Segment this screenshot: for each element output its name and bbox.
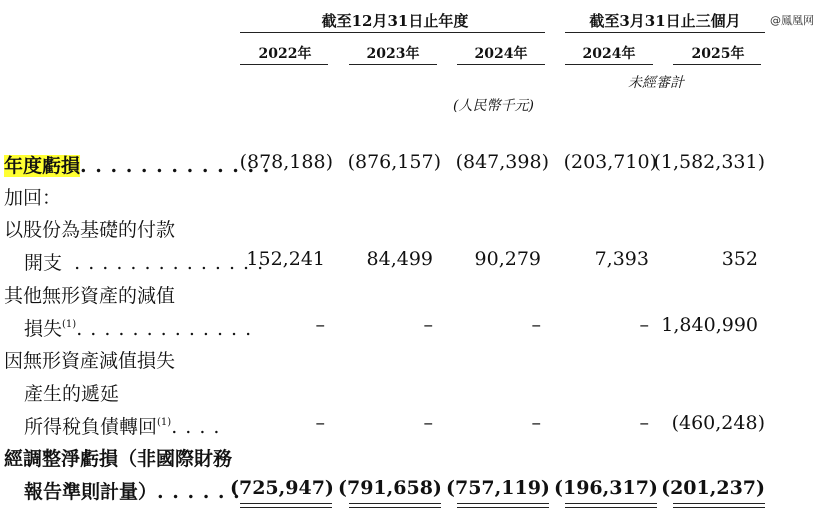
currency-note: (人民幣千元) [453, 98, 534, 114]
period-header-annual: 截至12月31日止年度 [321, 12, 469, 30]
row-sbc-title: 開支 [24, 252, 63, 274]
row-sbc-value-2023: 84,499 [366, 248, 433, 270]
year-header-2024-annual-rule [457, 64, 545, 65]
row-loss-value-2024q: (203,710) [563, 151, 657, 173]
unaudited-note: 未經審計 [628, 75, 684, 91]
row-loss-value-2024: (847,398) [455, 151, 549, 173]
row-adjusted-loss-title: 報告準則計量） [24, 481, 158, 503]
row-impairment-title: 損失 [24, 318, 63, 340]
row-adjusted-loss-label-line1: 經調整淨虧損（非國際財務 [4, 448, 233, 470]
row-impairment-value-2024q: – [639, 314, 649, 336]
watermark: @鳳凰网 [770, 14, 814, 27]
row-sbc-value-2024: 90,279 [474, 248, 541, 270]
row-deferred-tax-value-2023: – [423, 412, 433, 434]
period-header-quarter-rule [565, 32, 765, 33]
row-adjusted-loss-label-line2 [24, 477, 241, 504]
row-adjusted-loss-value-2024: (757,119) [446, 477, 550, 499]
row-deferred-tax-value-2022: – [315, 412, 325, 434]
total-underline-2024q [565, 503, 657, 508]
row-adjusted-loss-value-2023: (791,658) [338, 477, 442, 499]
row-loss-dots: . . . . . . . . . . . . . [80, 155, 271, 177]
row-deferred-tax-value-2025q: (460,248) [671, 412, 765, 434]
total-underline-2022 [240, 503, 332, 508]
period-header-annual-rule [240, 32, 545, 33]
total-underline-2025q [673, 503, 765, 508]
row-sbc-value-2024q: 7,393 [594, 248, 649, 270]
year-header-2024-quarter-rule [565, 64, 653, 65]
row-loss-value-2025q: (1,582,331) [653, 151, 765, 173]
row-sbc-label-line2 [24, 248, 264, 275]
year-header-2023: 2023年 [366, 46, 420, 62]
row-sbc-dots: . . . . . . . . . . . . . . [74, 252, 265, 274]
year-header-2025-rule [673, 64, 761, 65]
total-underline-2023 [349, 503, 441, 508]
row-deferred-tax-title: 所得稅負債轉回 [24, 416, 158, 438]
year-header-2024-annual: 2024年 [474, 46, 528, 62]
row-sbc-label-line1: 以股份為基礎的付款 [4, 219, 176, 241]
row-impairment-footnote: (1) [62, 319, 77, 330]
row-loss-value-2022: (878,188) [239, 151, 333, 173]
row-loss-title: 年度虧損 [4, 155, 81, 177]
year-header-2022-rule [240, 64, 328, 65]
row-addback-label: 加回： [4, 187, 62, 209]
row-adjusted-loss-value-2024q: (196,317) [554, 477, 658, 499]
row-deferred-tax-footnote: (1) [157, 417, 172, 428]
year-header-2023-rule [349, 64, 437, 65]
row-impairment-value-2025q: 1,840,990 [661, 314, 758, 336]
row-sbc-value-2022: 152,241 [246, 248, 325, 270]
row-deferred-tax-value-2024q: – [639, 412, 649, 434]
row-deferred-tax-label-line3 [24, 412, 220, 439]
row-sbc-value-2025q: 352 [721, 248, 758, 270]
year-header-2022: 2022年 [258, 46, 312, 62]
row-deferred-tax-value-2024: – [531, 412, 541, 434]
row-adjusted-loss-dots: . . . . . . [157, 481, 241, 503]
row-impairment-label-line2 [24, 314, 252, 341]
total-underline-2024 [457, 503, 549, 508]
row-deferred-tax-dots: . . . . [171, 416, 221, 438]
row-impairment-value-2022: – [315, 314, 325, 336]
row-loss-value-2023: (876,157) [347, 151, 441, 173]
row-impairment-dots: . . . . . . . . . . . . . [76, 318, 253, 340]
row-adjusted-loss-value-2025q: (201,237) [661, 477, 765, 499]
row-deferred-tax-label-line2: 產生的遞延 [24, 383, 120, 405]
row-impairment-label-line1: 其他無形資產的減值 [4, 285, 176, 307]
row-impairment-value-2024: – [531, 314, 541, 336]
year-header-2025: 2025年 [691, 46, 745, 62]
row-adjusted-loss-value-2022: (725,947) [230, 477, 334, 499]
row-impairment-value-2023: – [423, 314, 433, 336]
row-deferred-tax-label-line1: 因無形資產減值損失 [4, 350, 176, 372]
period-header-quarter: 截至3月31日止三個月 [589, 12, 741, 30]
year-header-2024-quarter: 2024年 [582, 46, 636, 62]
